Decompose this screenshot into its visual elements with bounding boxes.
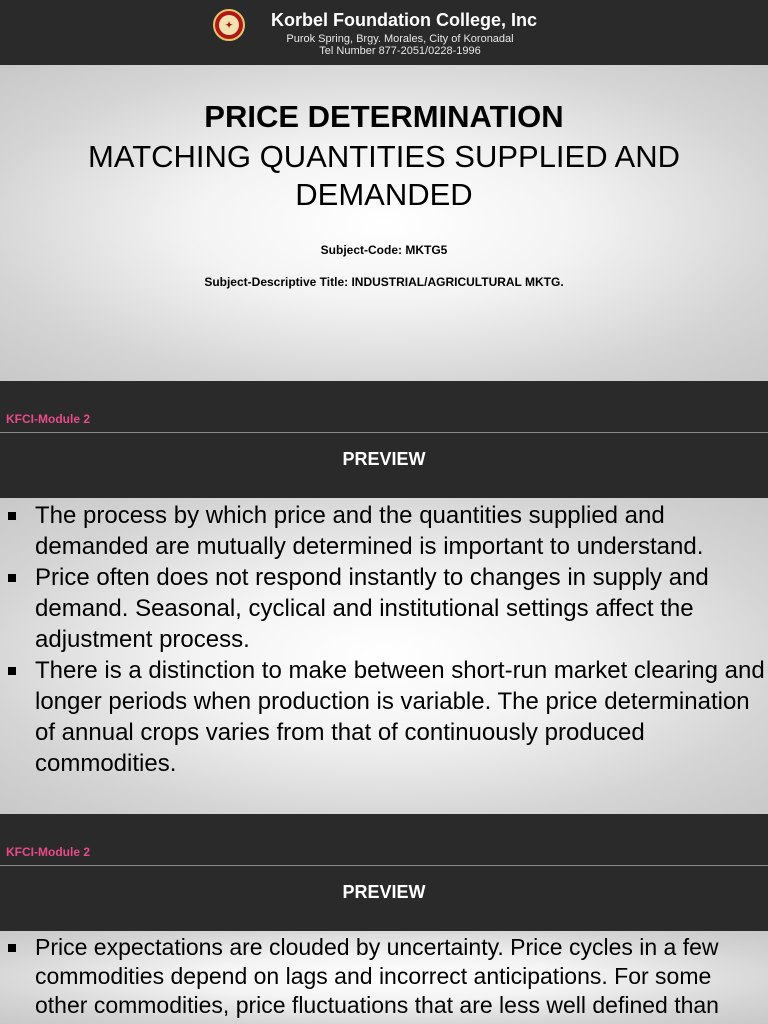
slide-heading: PREVIEW bbox=[342, 449, 426, 469]
bullet-icon bbox=[8, 667, 16, 675]
list-item: There is a distinction to make between short-run market clearing and longer periods when production is variable. The price determination of annual crops varies from that of continuously produced commodities. bbox=[0, 655, 768, 779]
subject-descriptive-title: Subject-Descriptive Title: INDUSTRIAL/AGRICULTURAL MKTG. bbox=[204, 275, 564, 289]
college-logo-icon: ✦ bbox=[213, 9, 245, 41]
bullet-icon bbox=[8, 574, 16, 582]
bullet-icon bbox=[8, 512, 16, 520]
list-item: The process by which price and the quantities supplied and demanded are mutually determined is important to understand. bbox=[0, 500, 768, 562]
subject-code: Subject-Code: MKTG5 bbox=[320, 243, 448, 257]
slide-subtitle: MATCHING QUANTITIES SUPPLIED AND DEMANDED bbox=[88, 139, 680, 212]
divider bbox=[0, 865, 768, 866]
divider bbox=[0, 432, 768, 433]
slide-heading: PREVIEW bbox=[342, 882, 426, 902]
list-item: Price expectations are clouded by uncertainty. Price cycles in a few commodities depend on lags and incorrect anticipations. For some other commodities, price fluctuations that are less well defined than bbox=[0, 933, 768, 1020]
college-tel: Tel Number 877-2051/0228-1996 bbox=[319, 45, 481, 57]
college-header bbox=[0, 0, 768, 65]
list-item: Price often does not respond instantly to changes in supply and demand. Seasonal, cyclical and institutional settings affect the adjustment process. bbox=[0, 562, 768, 655]
module-label: KFCI-Module 2 bbox=[6, 412, 90, 426]
bullet-icon bbox=[8, 944, 16, 952]
college-name: Korbel Foundation College, Inc bbox=[271, 10, 538, 30]
bullet-list bbox=[0, 500, 768, 779]
slide-title: PRICE DETERMINATION bbox=[204, 99, 564, 134]
bullet-list bbox=[0, 933, 768, 1024]
module-label: KFCI-Module 2 bbox=[6, 845, 90, 859]
college-address: Purok Spring, Brgy. Morales, City of Koronadal bbox=[286, 33, 514, 45]
